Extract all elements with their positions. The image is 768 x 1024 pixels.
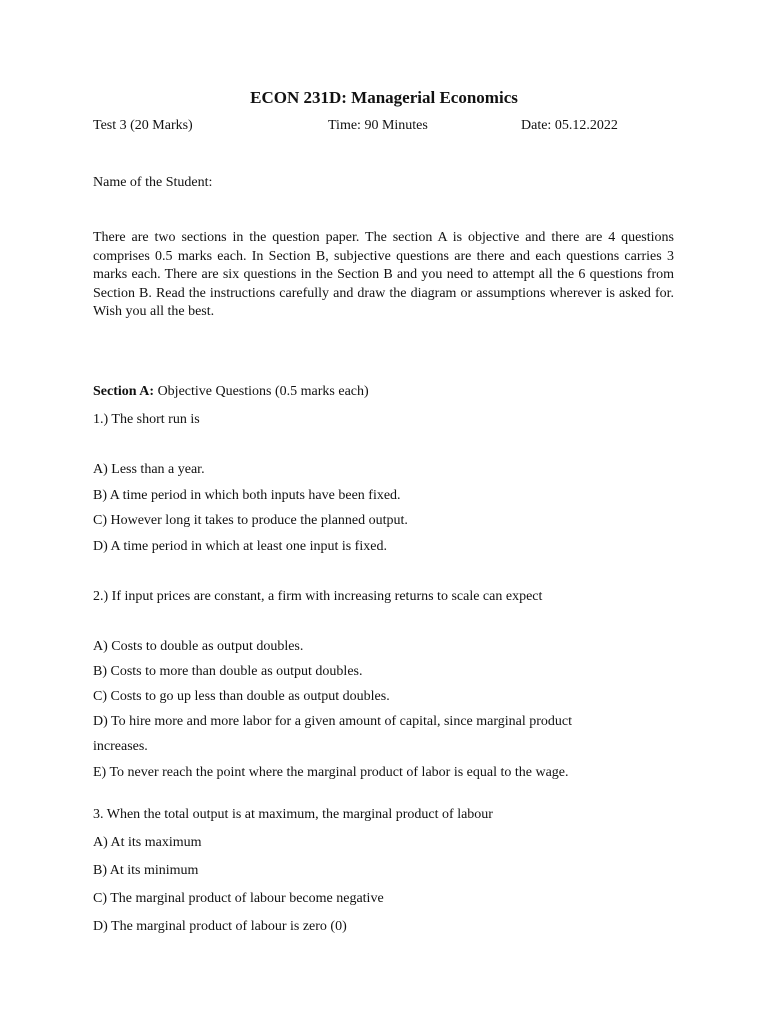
exam-meta [93, 118, 693, 138]
question-3-option-a: A) At its maximum [93, 835, 202, 850]
section-a-heading [93, 384, 369, 400]
question-2-option-b: B) Costs to more than double as output doubles. [93, 664, 363, 679]
question-3: 3. When the total output is at maximum, the marginal product of labour [93, 807, 493, 822]
question-2: 2.) If input prices are constant, a firm with increasing returns to scale can expect [93, 589, 543, 604]
question-2-option-c: C) Costs to go up less than double as output doubles. [93, 689, 390, 704]
question-2-option-e: E) To never reach the point where the marginal product of labor is equal to the wage. [93, 765, 569, 780]
section-a-label: Section A: [93, 384, 155, 399]
question-3-option-c: C) The marginal product of labour become negative [93, 891, 384, 906]
student-name-label: Name of the Student: [93, 175, 213, 190]
question-1-option-a: A) Less than a year. [93, 462, 205, 477]
question-2-option-d: D) To hire more and more labor for a given amount of capital, since marginal product [93, 714, 573, 729]
question-3-option-b: B) At its minimum [93, 863, 199, 878]
question-1: 1.) The short run is [93, 412, 200, 427]
question-1-option-d: D) A time period in which at least one input is fixed. [93, 539, 387, 554]
question-2-option-a: A) Costs to double as output doubles. [93, 639, 304, 654]
question-1-option-b: B) A time period in which both inputs have been fixed. [93, 488, 401, 503]
question-1-option-c: C) However long it takes to produce the planned output. [93, 513, 408, 528]
instructions-paragraph: There are two sections in the question paper. The section A is objective and there are 4 questions comprises 0.5 marks each. In Section B, subjective questions are there and each questions carries 3 marks each. There are six questions in the Section B and you need to attempt all the 6 questions from Section B. Read the instructions carefully and draw the diagram or assumptions wherever is asked for. Wish you all the best. [93, 230, 674, 320]
test-info: Test 3 (20 Marks) [93, 118, 193, 133]
question-2-option-d-continued: increases. [93, 739, 148, 754]
page-title: ECON 231D: Managerial Economics [250, 88, 518, 107]
section-a-subheading: Objective Questions (0.5 marks each) [154, 384, 369, 399]
time-info: Time: 90 Minutes [328, 118, 428, 133]
date-info: Date: 05.12.2022 [521, 118, 618, 133]
question-3-option-d: D) The marginal product of labour is zero (0) [93, 919, 347, 934]
